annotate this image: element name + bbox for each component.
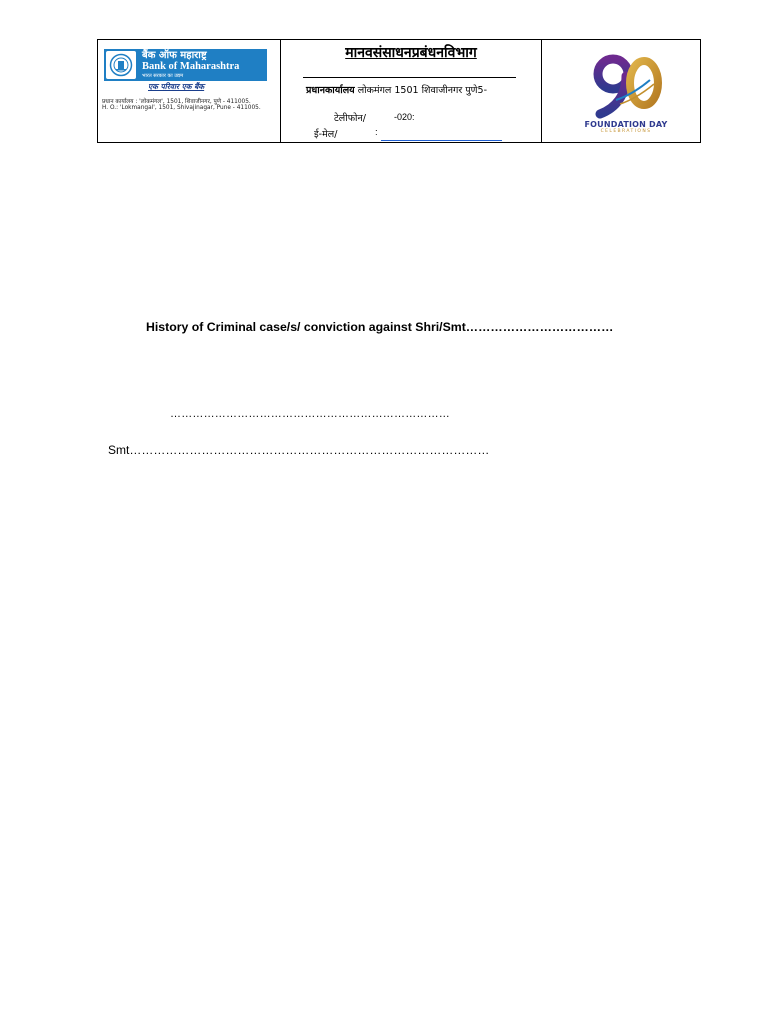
smt-fill-line: Smt……………………………………………………………………………… — [108, 443, 490, 457]
divider — [303, 77, 516, 78]
anniversary-cell — [542, 40, 700, 142]
bank-tagline: भारत सरकार का उद्यम — [142, 72, 184, 79]
bank-logo-cell — [98, 40, 281, 142]
bank-address-hindi: प्रधान कार्यालय : 'लोकमंगल', 1501, शिवाजीनगर, पुणे - 411005. — [102, 99, 251, 105]
email-colon: : — [375, 127, 378, 138]
document-heading: History of Criminal case/s/ conviction against Shri/Smt……………………………… — [146, 320, 614, 334]
telephone-code: -020: — [394, 112, 415, 122]
bank-name-hindi: बैंक ऑफ महाराष्ट्र — [142, 50, 207, 62]
telephone-label: टेलीफोन/ — [334, 113, 366, 124]
ninety-emblem-icon — [576, 50, 676, 120]
email-label: ई-मेल/ — [314, 129, 338, 140]
department-cell — [281, 40, 542, 142]
email-link[interactable] — [381, 140, 502, 141]
foundation-day-logo — [576, 50, 676, 134]
bank-slogan: एक परिवार एक बैंक — [148, 82, 205, 91]
celebrations-caption: CELEBRATIONS — [600, 129, 652, 134]
department-title: मानवसंसाधनप्रबंधनविभाग — [345, 45, 477, 61]
head-office-address: लोकमंगल 1501 शिवाजीनगर पुणे5- — [357, 85, 488, 96]
bank-logo — [104, 49, 267, 81]
head-office-line — [306, 83, 487, 96]
bank-name-english: Bank of Maharashtra — [142, 61, 240, 73]
bank-emblem-icon — [106, 51, 136, 79]
head-office-label: प्रधानकार्यालय — [306, 85, 355, 96]
blank-fill-line: ………………………………………………………………… — [170, 408, 450, 420]
foundation-day-caption: FOUNDATION DAY — [584, 120, 668, 129]
bank-address-english: H. O.: 'Lokmangal', 1501, Shivajinagar, Pune - 411005. — [102, 105, 261, 111]
letterhead-table — [97, 39, 701, 143]
